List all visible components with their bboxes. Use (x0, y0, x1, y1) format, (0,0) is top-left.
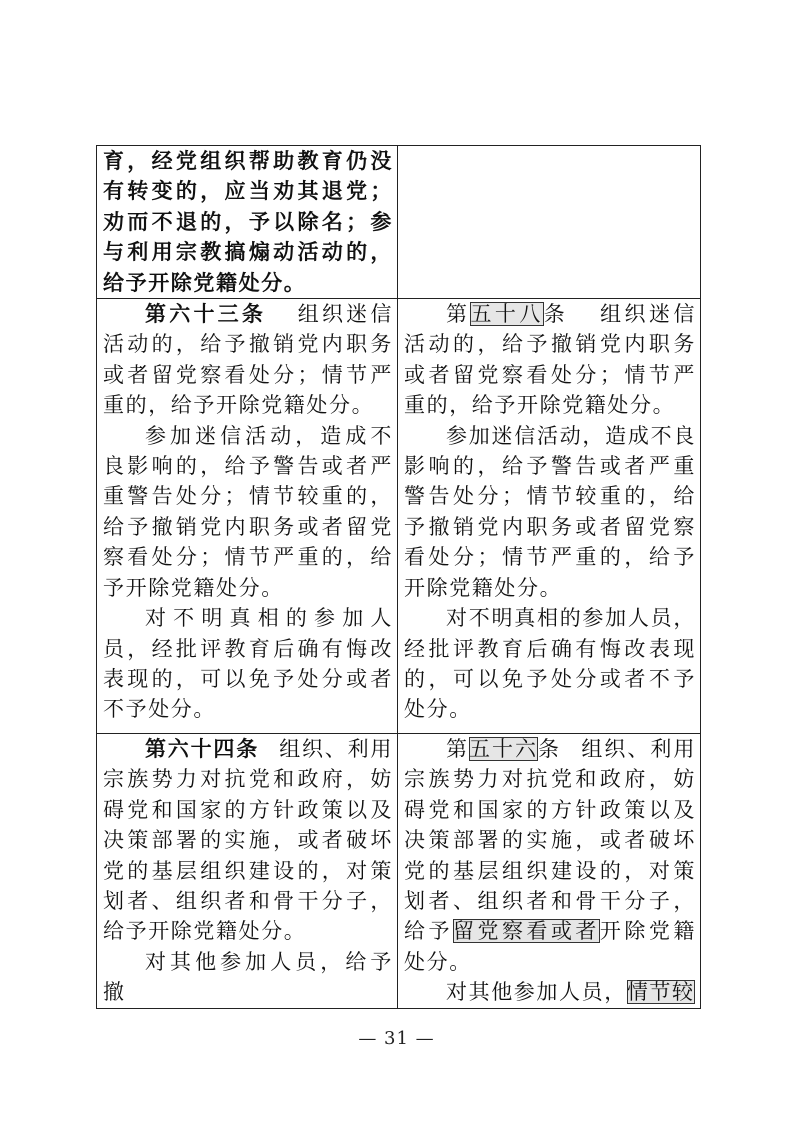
right-cell (398, 734, 701, 1009)
left-cell (97, 734, 398, 1009)
changed-article-number: 五十六 (469, 737, 538, 762)
table-row (97, 734, 701, 1009)
paragraph-text: 组织、利用宗族势力对抗党和政府，妨碍党和国家的方针政策以及决策部署的实施，或者破坏党的基层组织建设的，对策划者、组织者和骨干分子，给予 (404, 737, 696, 944)
article-number: 第六十三条 (145, 301, 267, 327)
changed-text: 情节较 (626, 980, 695, 1005)
paragraph: 对不明真相的参加人员，经批评教育后确有悔改表现的，可以免予处分或者不予处分。 (404, 606, 696, 722)
article-suffix: 条 (538, 737, 561, 762)
paragraph (404, 977, 696, 1007)
paragraph (103, 734, 393, 947)
table-row (97, 146, 701, 299)
paragraph-text: 开除党籍处分。 (404, 919, 696, 974)
changed-text: 留党察看或者 (452, 919, 600, 944)
page-number: — 31 — (358, 1028, 435, 1049)
provision-text: 育，经党组织帮助教育仍没有转变的，应当劝其退党；劝而不退的，予以除名；参与利用宗教搞煽动活动的，给予开除党籍处分。 (103, 148, 393, 295)
right-cell (398, 146, 701, 299)
paragraph: 对不明真相的参加人员，经批评教育后确有悔改表现的，可以免予处分或者不予处分。 (103, 606, 393, 722)
paragraph (103, 299, 393, 421)
paragraph (404, 734, 696, 977)
left-cell (97, 299, 398, 734)
left-cell (97, 146, 398, 299)
paragraph: 参加迷信活动，造成不良影响的，给予警告或者严重警告处分；情节较重的，给予撤销党内职务或者留党察看处分；情节严重的，给予开除党籍处分。 (103, 423, 393, 600)
article-suffix: 条 (543, 302, 569, 327)
article-prefix: 第 (446, 302, 471, 327)
paragraph-text: 组织迷信活动的，给予撤销党内职务或者留党察看处分；情节严重的，给予开除党籍处分。 (404, 302, 696, 418)
right-cell (398, 299, 701, 734)
paragraph-text: 对其他参加人员， (446, 980, 627, 1005)
article-prefix: 第 (446, 737, 469, 762)
table-row (97, 299, 701, 734)
comparison-table (96, 145, 701, 1009)
paragraph (404, 299, 696, 421)
changed-article-number: 五十八 (470, 302, 544, 327)
paragraph-text: 组织、利用宗族势力对抗党和政府，妨碍党和国家的方针政策以及决策部署的实施，或者破坏党的基层组织建设的，对策划者、组织者和骨干分子，给予开除党籍处分。 (103, 737, 393, 944)
paragraph: 参加迷信活动，造成不良影响的，给予警告或者严重警告处分；情节较重的，给予撤销党内职务或者留党察看处分；情节严重的，给予开除党籍处分。 (404, 423, 696, 600)
article-number: 第六十四条 (145, 736, 259, 762)
paragraph-text: 组织迷信活动的，给予撤销党内职务或者留党察看处分；情节严重的，给予开除党籍处分。 (103, 302, 393, 418)
paragraph: 对其他参加人员，给予撤 (103, 949, 393, 1005)
